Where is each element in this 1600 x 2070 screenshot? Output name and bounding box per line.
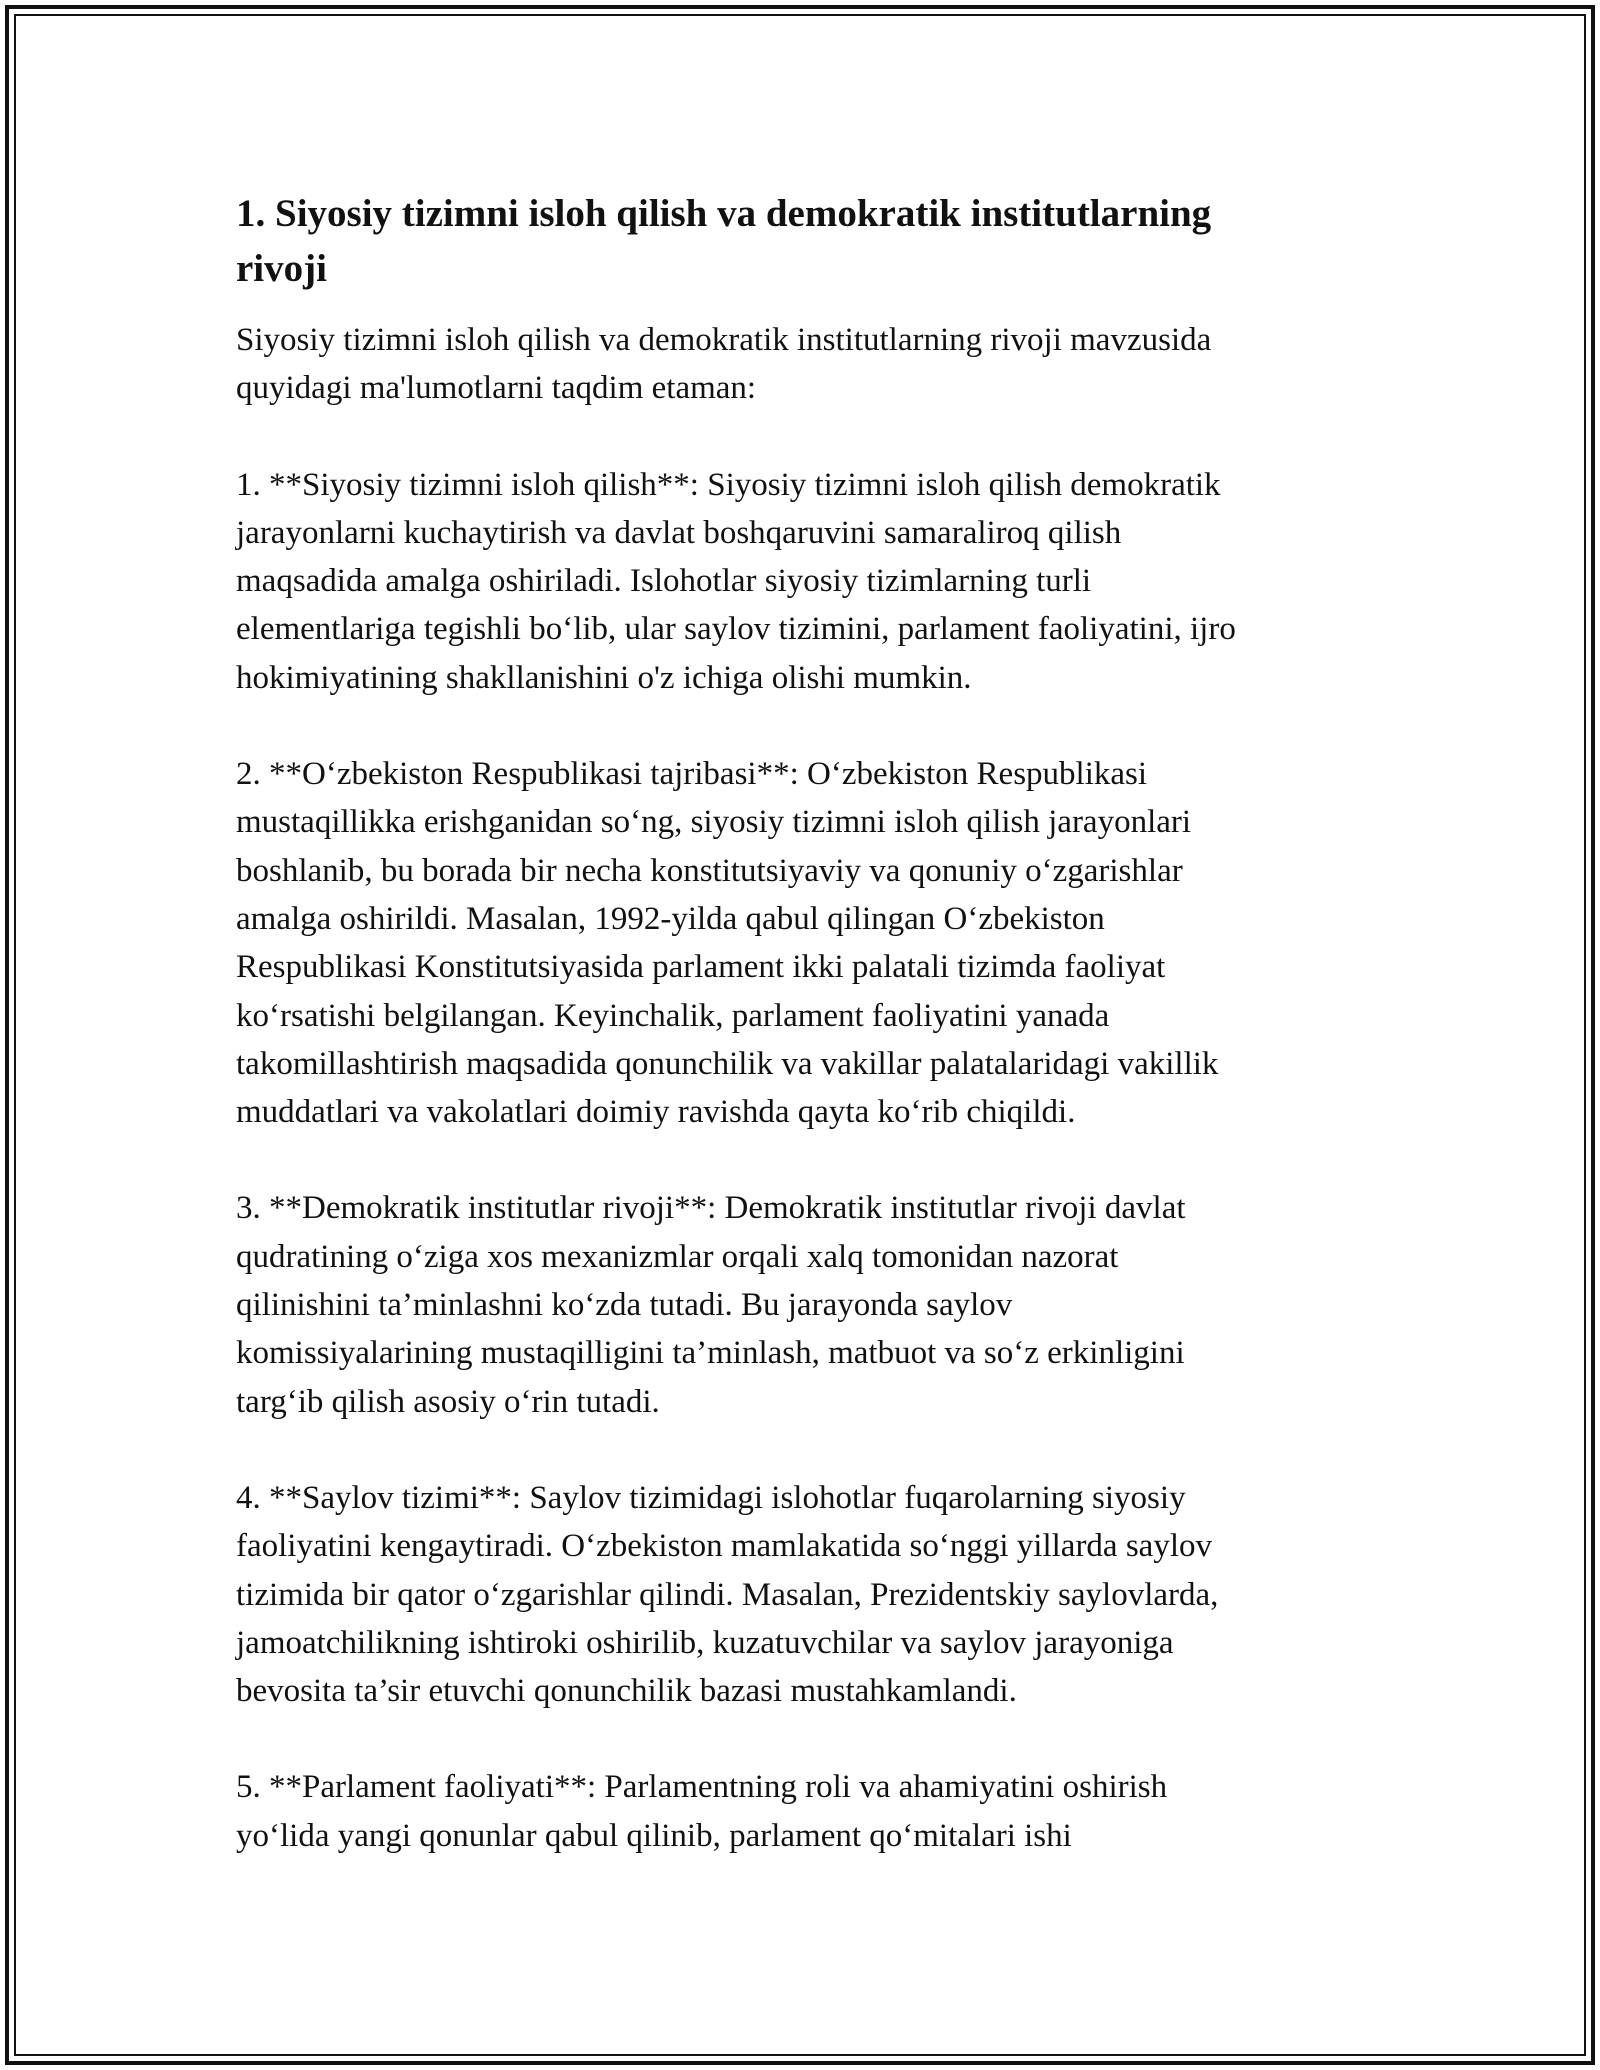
paragraph-2: 2. **O‘zbekiston Respublikasi tajribasi**: O‘zbekiston Respublikasi mustaqillikka erishganidan so‘ng, siyosiy tizimni isloh qilish jarayonlari boshlanib, bu borada bir necha konstitutsiyaviy va qonuniy o‘zgarishlar amalga oshirildi. Masalan, 1992-yilda qabul qilingan O‘zbekiston Respublikasi Konstitutsiyasida parlament ikki palatali tizimda faoliyat ko‘rsatishi belgilangan. Keyinchalik, parlament faoliyatini yanada takomillashtirish maqsadida qonunchilik va vakillar palatalaridagi vakillik muddatlari va vakolatlari doimiy ravishda qayta ko‘rib chiqildi.: [236, 756, 1219, 1131]
intro-paragraph: Siyosiy tizimni isloh qilish va demokratik institutlarning rivoji mavzusida quyidagi ma'lumotlarni taqdim etaman:: [236, 322, 1212, 407]
paragraph-5: 5. **Parlament faoliyati**: Parlamentning roli va ahamiyatini oshirish yo‘lida yangi qonunlar qabul qilinib, parlament qo‘mitalari ishi: [236, 1769, 1168, 1854]
document-title: 1. Siyosiy tizimni isloh qilish va demokratik institutlarning rivoji: [236, 192, 1212, 290]
paragraph-3: 3. **Demokratik institutlar rivoji**: Demokratik institutlar rivoji davlat qudratining o‘ziga xos mexanizmlar orqali xalq tomonidan nazorat qilinishini ta’minlashni ko‘zda tutadi. Bu jarayonda saylov komissiyalarining mustaqilligini ta’minlash, matbuot va so‘z erkinligini targ‘ib qilish asosiy o‘rin tutadi.: [236, 1190, 1186, 1420]
paragraph-1: 1. **Siyosiy tizimni isloh qilish**: Siyosiy tizimni isloh qilish demokratik jarayonlarni kuchaytirish va davlat boshqaruvini samaraliroq qilish maqsadida amalga oshiriladi. Islohotlar siyosiy tizimlarning turli elementlariga tegishli bo‘lib, ular saylov tizimini, parlament faoliyatini, ijro hokimiyatining shakllanishini o'z ichiga olishi mumkin.: [236, 466, 1236, 696]
document-body: [236, 186, 1356, 1908]
paragraph-4: 4. **Saylov tizimi**: Saylov tizimidagi islohotlar fuqarolarning siyosiy faoliyatini kengaytiradi. O‘zbekiston mamlakatida so‘nggi yillarda saylov tizimida bir qator o‘zgarishlar qilindi. Masalan, Prezidentskiy saylovlarda, jamoatchilikning ishtiroki oshirilib, kuzatuvchilar va saylov jarayoniga bevosita ta’sir etuvchi qonunchilik bazasi mustahkamlandi.: [236, 1479, 1219, 1710]
